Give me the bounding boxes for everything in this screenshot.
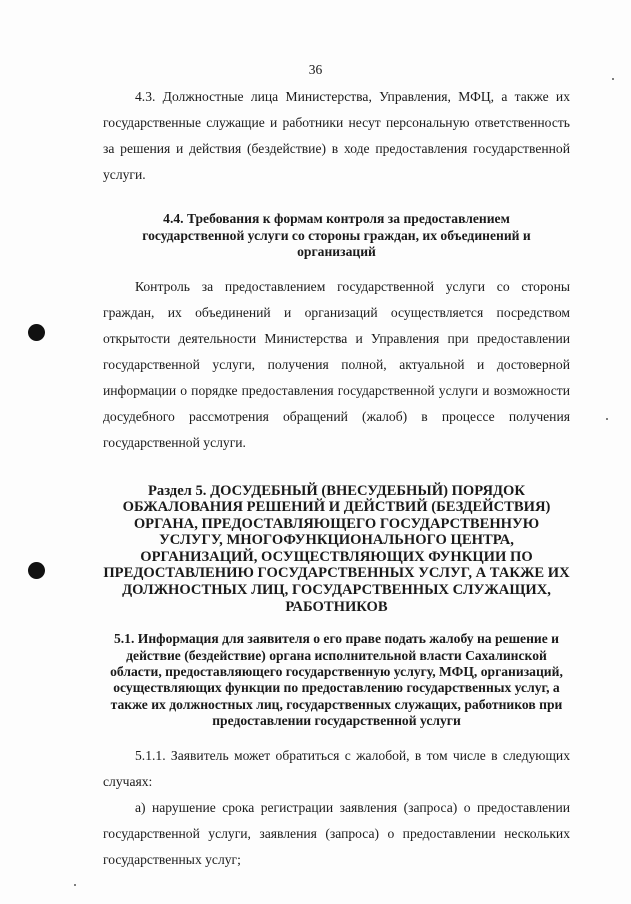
section-5-heading: Раздел 5. ДОСУДЕБНЫЙ (ВНЕСУДЕБНЫЙ) ПОРЯДОК ОБЖАЛОВАНИЯ РЕШЕНИЙ И ДЕЙСТВИЙ (БЕЗДЕЙСТВИЯ) ОРГАНА, ПРЕДОСТАВЛЯЮЩЕГО ГОСУДАРСТВЕННУЮ УСЛУГУ, МНОГОФУНКЦИОНАЛЬНОГО ЦЕНТРА, ОРГАНИЗАЦИЙ, ОСУЩЕСТВЛЯЮЩИХ ФУНКЦИИ ПО ПРЕДОСТАВЛЕНИЮ ГОСУДАРСТВЕННЫХ УСЛУГ, А ТАКЖЕ ИХ ДОЛЖНОСТНЫХ ЛИЦ, ГОСУДАРСТВЕННЫХ СЛУЖАЩИХ, РАБОТНИКОВ: [103, 482, 570, 615]
punch-hole: [28, 562, 45, 579]
item-5-1-1: 5.1.1. Заявитель может обратиться с жалобой, в том числе в следующих случаях:: [103, 747, 570, 789]
section-4-4-heading: 4.4. Требования к формам контроля за предоставлением государственной услуги со стороны граждан, их объединений и организаций: [142, 211, 531, 259]
punch-hole: [28, 324, 45, 341]
scan-speck: [74, 884, 76, 886]
item-a: а) нарушение срока регистрации заявления (запроса) о предоставлении государственной услуги, заявления (запроса) о предоставлении нескольких государственных услуг;: [103, 799, 570, 867]
paragraph-4-3: 4.3. Должностные лица Министерства, Управления, МФЦ, а также их государственные служащие и работники несут персональную ответственность за решения и действия (бездействие) в ходе предоставления государственной услуги.: [103, 89, 570, 182]
scan-speck: [612, 78, 614, 80]
document-body: [103, 84, 570, 873]
section-5-1-heading: 5.1. Информация для заявителя о его праве подать жалобу на решение и действие (бездействие) органа исполнительной власти Сахалинской области, предоставляющего государственную услугу, МФЦ, организаций, осуществляющих функции по предоставлению государственных услуг, а также их должностных лиц, государственных служащих, работников при предоставлении государственной услуги: [110, 631, 563, 729]
section-4-4-body: Контроль за предоставлением государственной услуги со стороны граждан, их объединений и организаций осуществляется посредством открытости деятельности Министерства и Управления при предоставлении государственной услуги, получения полной, актуальной и достоверной информации о порядке предоставления государственной услуги и возможности досудебного рассмотрения обращений (жалоб) в процессе получения государственной услуги.: [103, 278, 570, 450]
page-number: 36: [308, 62, 323, 77]
scan-speck: [606, 418, 608, 420]
